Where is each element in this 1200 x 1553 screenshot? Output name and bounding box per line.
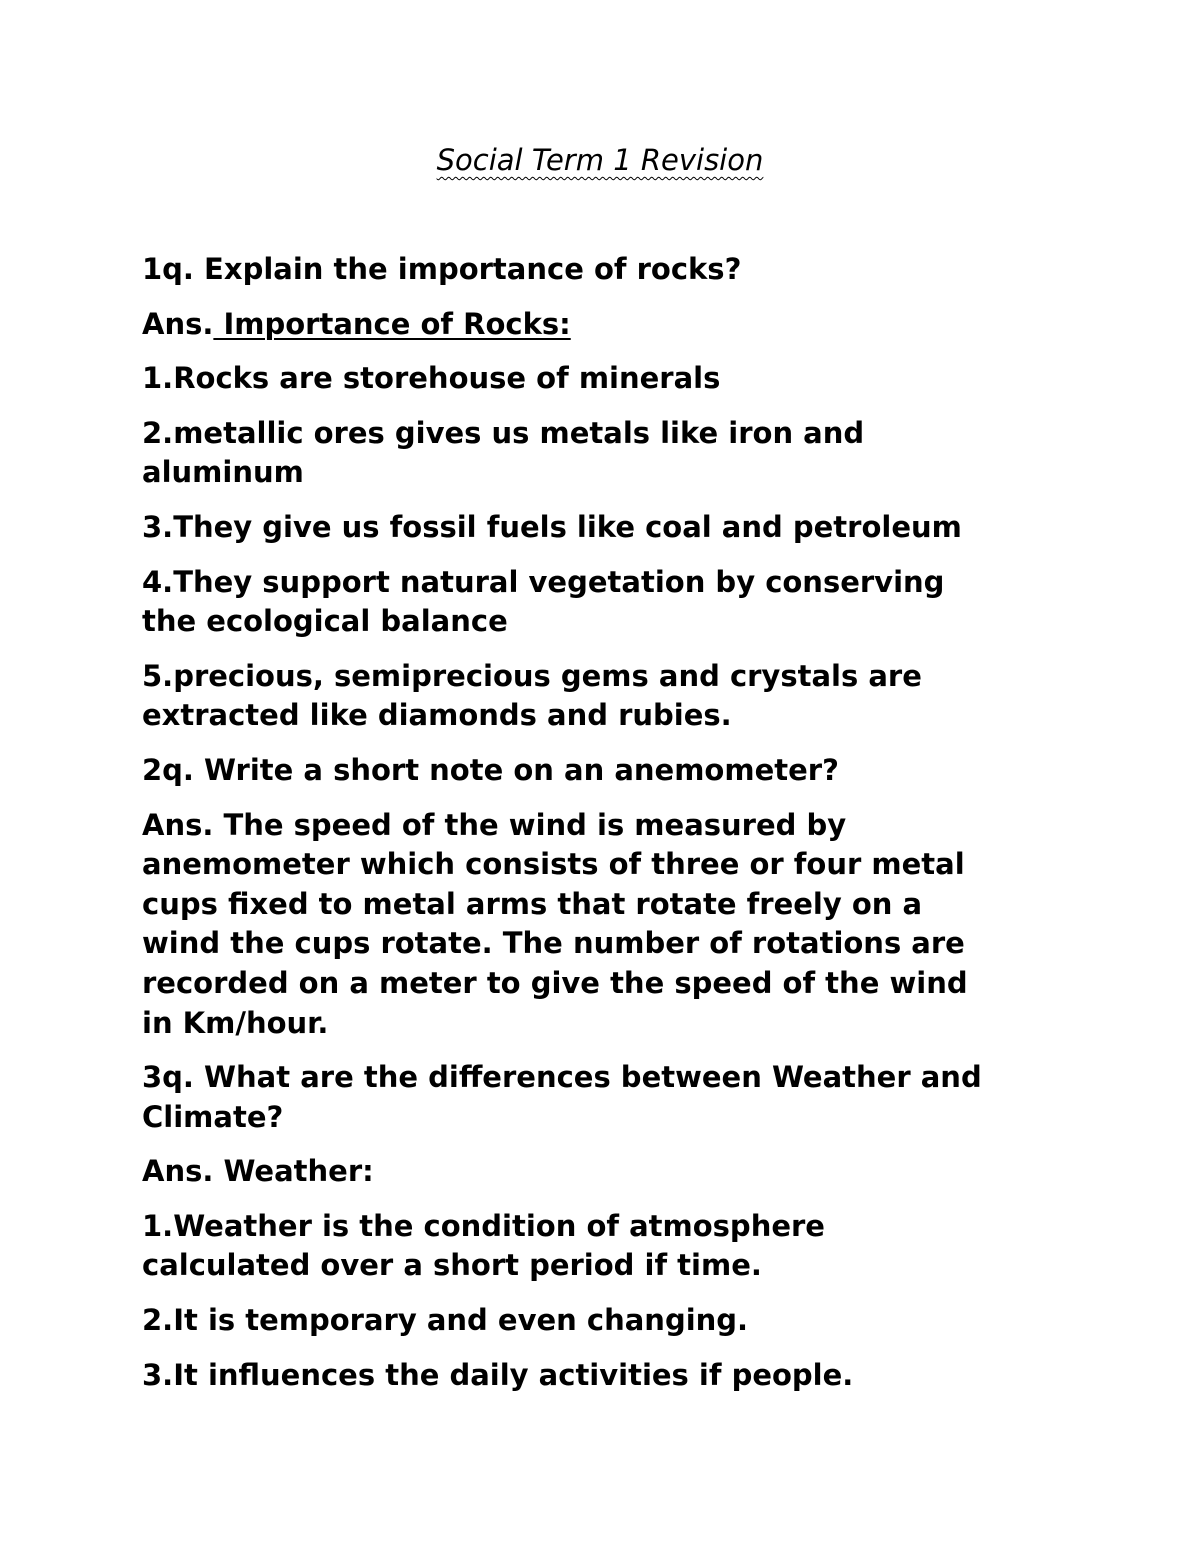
text-line: 3.They give us fossil fuels like coal and petroleum	[142, 509, 962, 544]
answer-1-point-5	[142, 657, 1062, 736]
underlined-heading: Importance of Rocks:	[213, 306, 571, 341]
answer-1-point-1	[142, 359, 1062, 399]
answer-3-heading	[142, 1152, 1062, 1192]
question-2	[142, 751, 1062, 791]
text-line: extracted like diamonds and rubies.	[142, 698, 732, 733]
text-line: in Km/hour.	[142, 1005, 329, 1040]
answer-prefix: Ans.	[142, 306, 214, 341]
document-title	[0, 140, 1200, 180]
question-1	[142, 250, 1062, 290]
text-line: aluminum	[142, 455, 304, 490]
text-line: 1.Rocks are storehouse of minerals	[142, 361, 721, 396]
text-line: the ecological balance	[142, 604, 508, 639]
text-line: 1.Weather is the condition of atmosphere	[142, 1208, 825, 1243]
answer-3-point-3	[142, 1356, 1062, 1396]
text-line: wind the cups rotate. The number of rotations are	[142, 926, 965, 961]
answer-1-point-2	[142, 414, 1062, 493]
text-line: 3.It influences the daily activities if people.	[142, 1357, 854, 1392]
question-3	[142, 1058, 1062, 1137]
text-line: 2.metallic ores gives us metals like iron and	[142, 415, 865, 450]
answer-1-point-3	[142, 508, 1062, 548]
document-body	[142, 250, 1062, 1410]
text-line: Climate?	[142, 1099, 284, 1134]
text-line: anemometer which consists of three or four metal	[142, 847, 965, 882]
text-line: 5.precious, semiprecious gems and crystals are	[142, 658, 922, 693]
answer-1-point-4	[142, 563, 1062, 642]
text-line: 4.They support natural vegetation by conserving	[142, 564, 945, 599]
text-line: calculated over a short period if time.	[142, 1248, 762, 1283]
text-line: 2.It is temporary and even changing.	[142, 1303, 749, 1338]
answer-1-heading	[142, 305, 1062, 345]
text-line: Ans. The speed of the wind is measured by	[142, 807, 847, 842]
text-line: cups fixed to metal arms that rotate freely on a	[142, 886, 923, 921]
answer-2	[142, 806, 1062, 1044]
text-line: Ans. Weather:	[142, 1154, 374, 1189]
text-line: 2q. Write a short note on an anemometer?	[142, 752, 839, 787]
answer-3-point-2	[142, 1301, 1062, 1341]
document-title-text: Social Term 1 Revision	[436, 143, 764, 177]
answer-3-point-1	[142, 1207, 1062, 1286]
text-line: recorded on a meter to give the speed of the wind	[142, 965, 968, 1000]
text-line: 3q. What are the differences between Weather and	[142, 1060, 982, 1095]
text-line: 1q. Explain the importance of rocks?	[142, 252, 742, 286]
